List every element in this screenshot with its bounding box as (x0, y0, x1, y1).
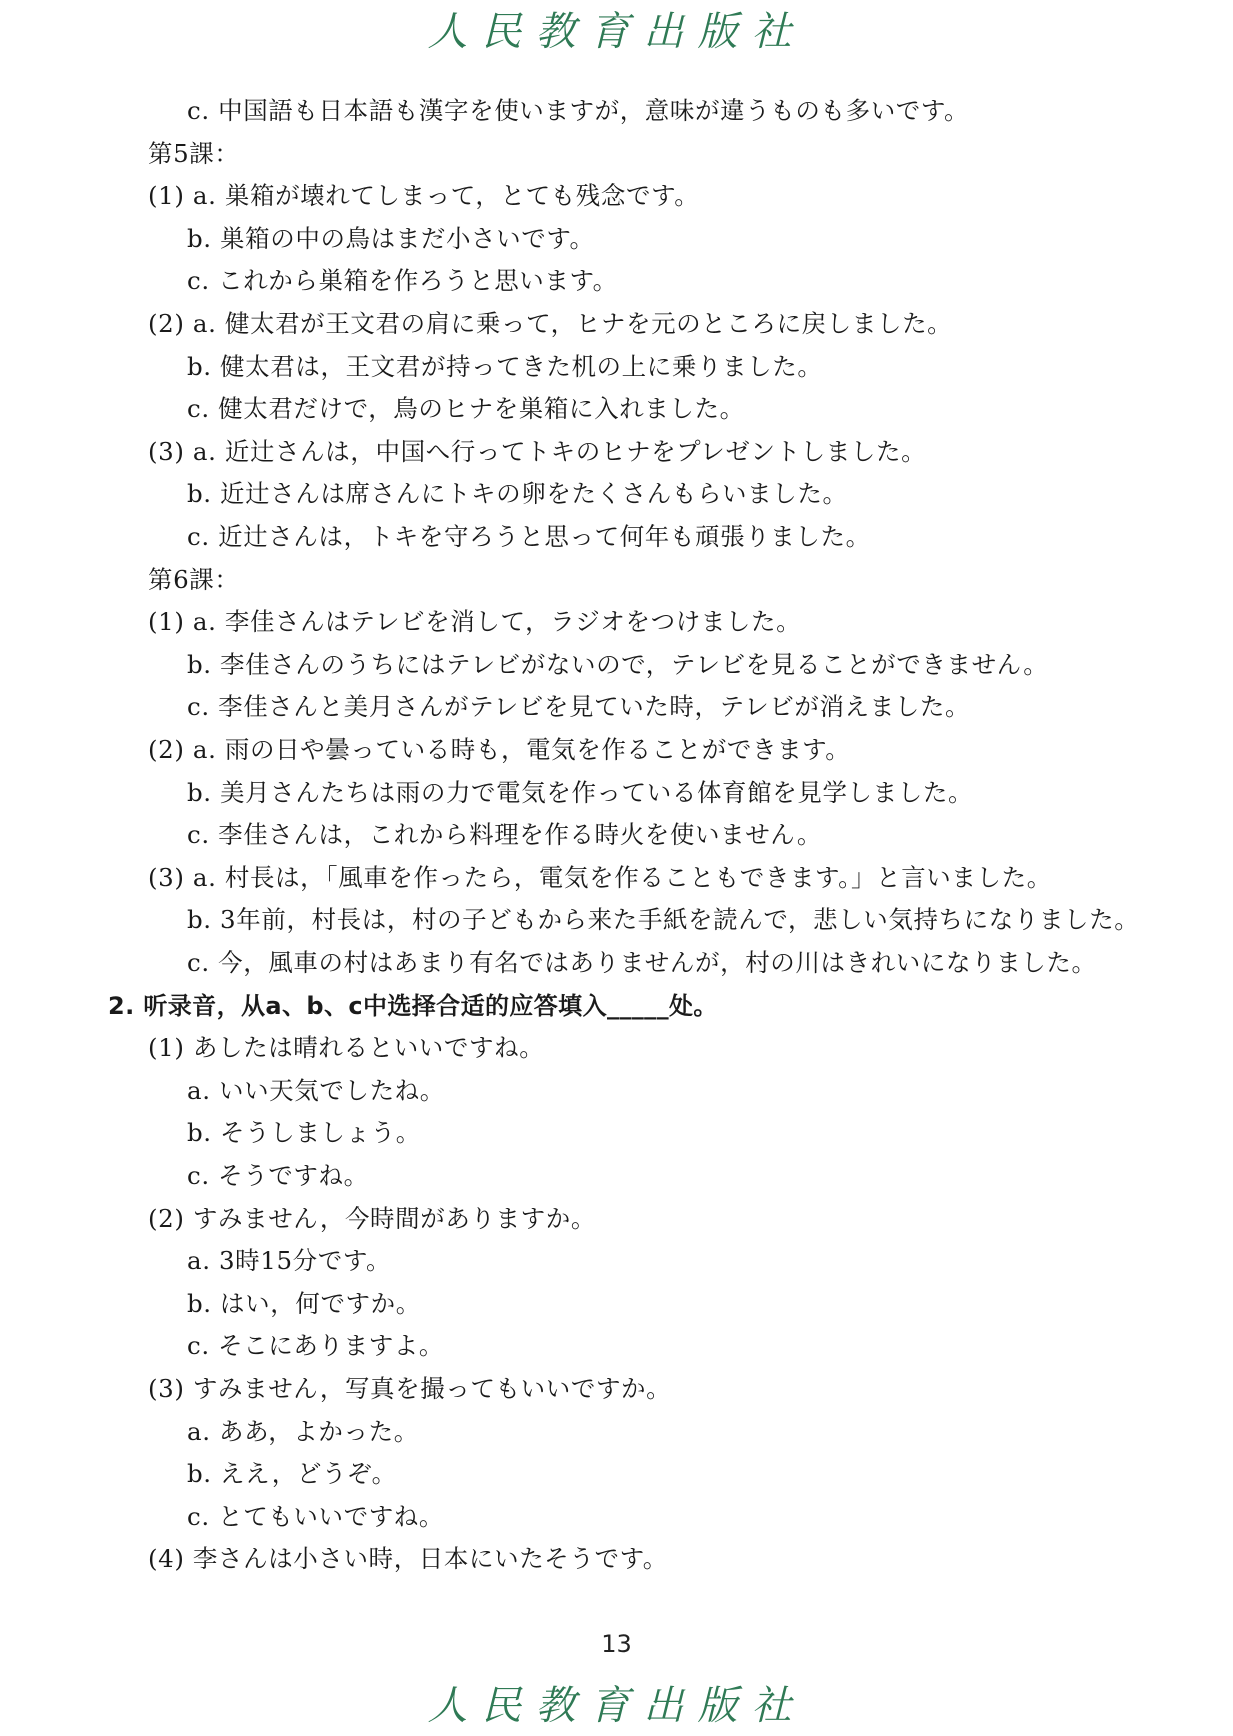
question-item: (1) a. 巣箱が壊れてしまって，とても残念です。 (148, 181, 700, 210)
answer-option: b. ええ，どうぞ。 (187, 1459, 397, 1488)
question-item: (3) すみません，写真を撮ってもいいですか。 (148, 1374, 672, 1403)
answer-option: b. 美月さんたちは雨の力で電気を作っている体育館を見学しました。 (187, 778, 974, 807)
answer-option: c. 近辻さんは，トキを守ろうと思って何年も頑張りました。 (187, 522, 871, 551)
answer-option: b. そうしましょう。 (187, 1118, 421, 1147)
answer-option: c. 李佳さんと美月さんがテレビを見ていた時，テレビが消えました。 (187, 692, 971, 721)
answer-option: c. そうですね。 (187, 1161, 369, 1190)
answer-option: c. そこにありますよ。 (187, 1331, 444, 1360)
answer-option: c. これから巣箱を作ろうと思います。 (187, 266, 618, 295)
answer-option: c. とてもいいですね。 (187, 1502, 444, 1531)
answer-option: b. 巣箱の中の鳥はまだ小さいです。 (187, 224, 595, 253)
publisher-logo-footer: 人民教育出版社 (427, 1683, 806, 1729)
answer-option: a. いい天気でしたね。 (187, 1076, 445, 1105)
answer-option: b. 健太君は，王文君が持ってきた机の上に乗りました。 (187, 352, 823, 381)
answer-option: b. はい，何ですか。 (187, 1289, 421, 1318)
question-item: (1) a. 李佳さんはテレビを消して，ラジオをつけました。 (148, 607, 802, 636)
question-item: (3) a. 村長は，「風車を作ったら，電気を作ることもできます。」と言いました。 (148, 863, 1052, 892)
lesson-heading: 第5課： (148, 139, 240, 168)
answer-option: c. 李佳さんは，これから料理を作る時火を使いません。 (187, 820, 822, 849)
answer-option: c. 中国語も日本語も漢字を使いますが，意味が違うものも多いです。 (187, 96, 970, 125)
question-item: (2) a. 雨の日や曇っている時も，電気を作ることができます。 (148, 735, 851, 764)
question-item: (1) あしたは晴れるといいですね。 (148, 1033, 545, 1062)
answer-option: a. ああ，よかった。 (187, 1417, 419, 1446)
lesson-heading: 第6課： (148, 565, 240, 594)
page-number: 13 (601, 1630, 632, 1658)
answer-option: a. 3時15分です。 (187, 1246, 392, 1275)
answer-option: b. 李佳さんのうちにはテレビがないので，テレビを見ることができません。 (187, 650, 1049, 679)
question-item: (2) a. 健太君が王文君の肩に乗って，ヒナを元のところに戻しました。 (148, 309, 953, 338)
answer-option: c. 健太君だけで，鳥のヒナを巣箱に入れました。 (187, 394, 745, 423)
answer-option: b. 近辻さんは席さんにトキの卵をたくさんもらいました。 (187, 479, 848, 508)
exercise-heading: 2. 听录音，从a、b、c中选择合适的应答填入_____处。 (108, 992, 718, 1020)
question-item: (2) すみません，今時間がありますか。 (148, 1204, 596, 1233)
question-item: (4) 李さんは小さい時，日本にいたそうです。 (148, 1544, 668, 1573)
publisher-logo-header: 人民教育出版社 (427, 9, 806, 55)
answer-option: c. 今，風車の村はあまり有名ではありませんが，村の川はきれいになりました。 (187, 948, 1097, 977)
answer-option: b. 3年前，村長は，村の子どもから来た手紙を読んで，悲しい気持ちになりました。 (187, 905, 1140, 934)
question-item: (3) a. 近辻さんは，中国へ行ってトキのヒナをプレゼントしました。 (148, 437, 927, 466)
